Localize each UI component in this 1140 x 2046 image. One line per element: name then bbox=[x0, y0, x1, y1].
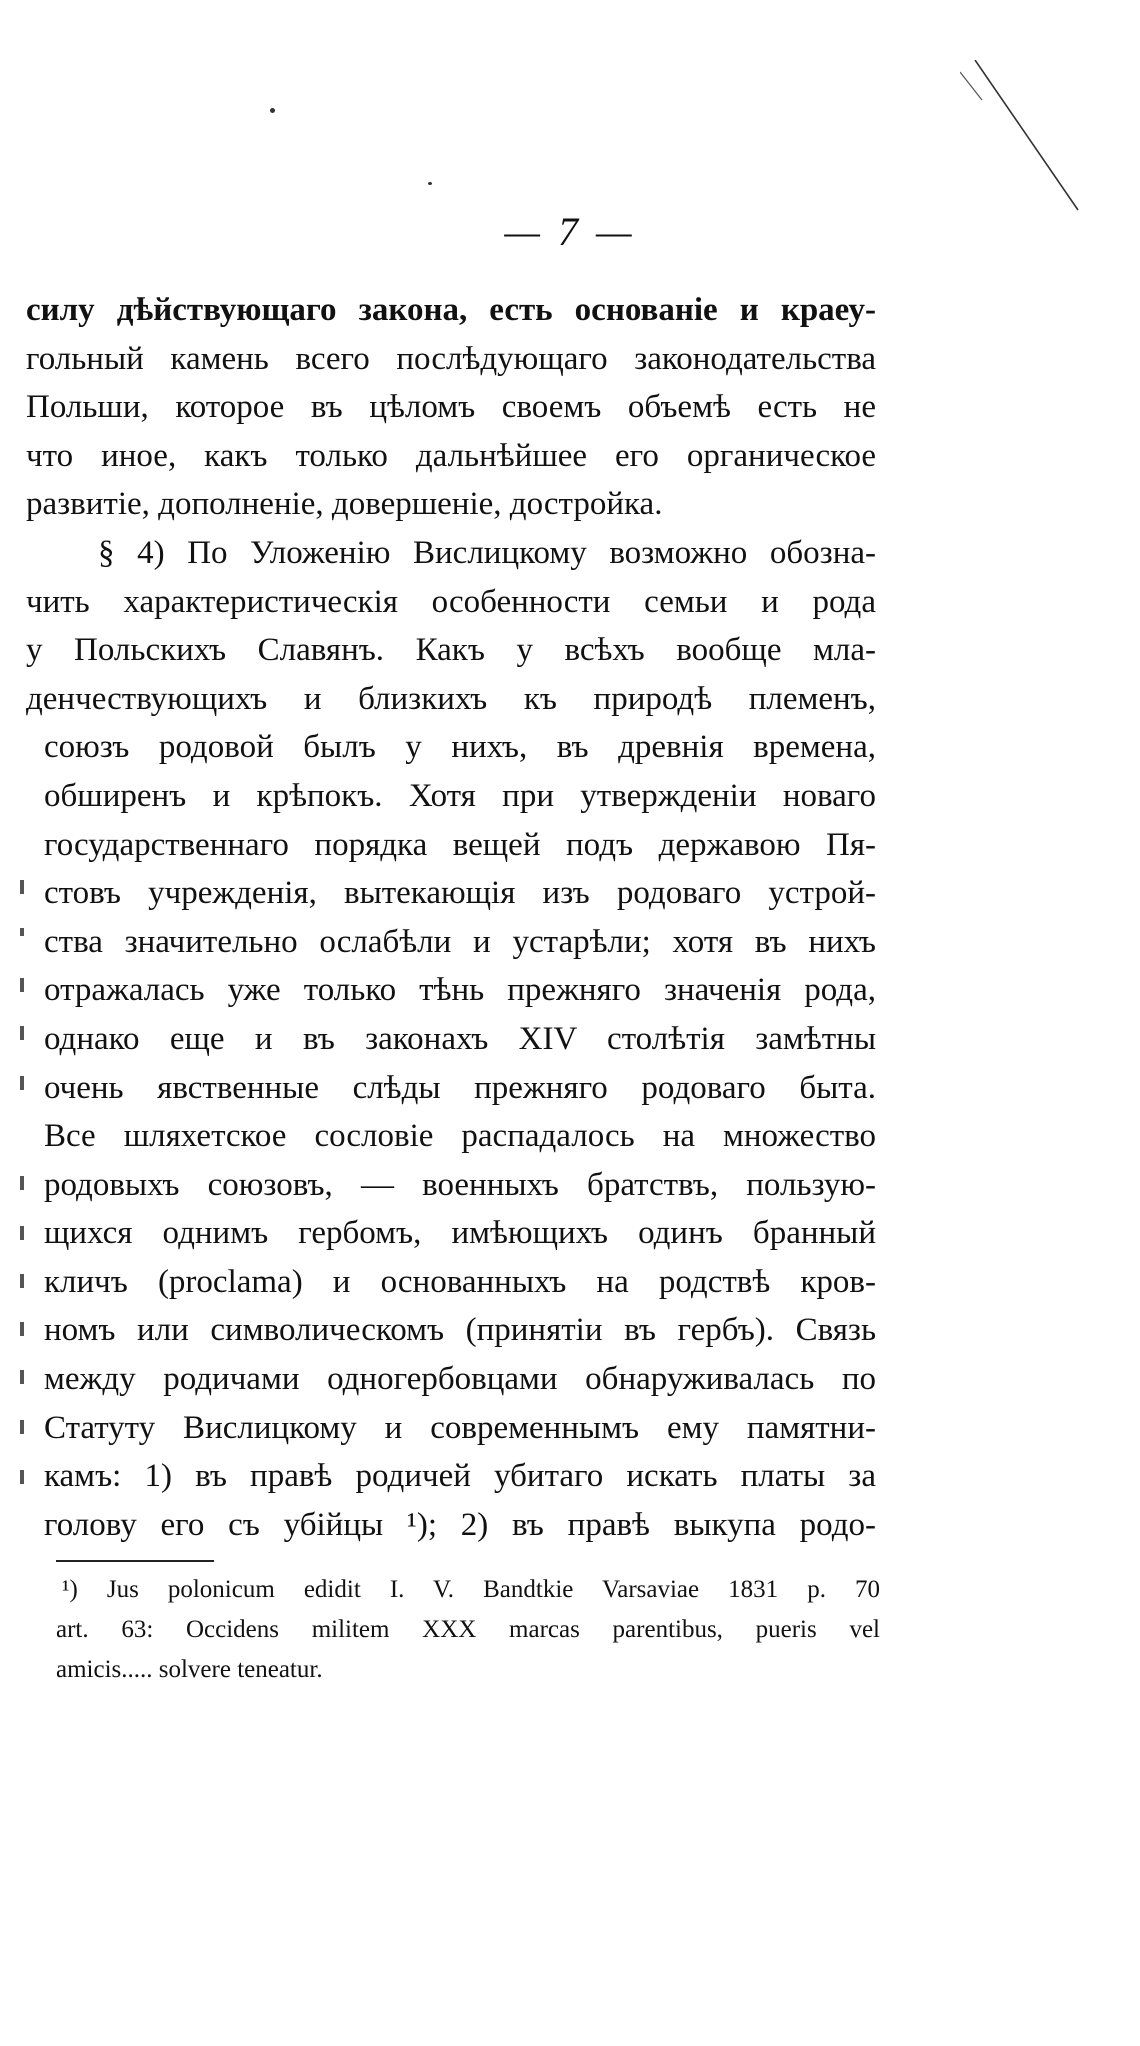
footnote-rule bbox=[56, 1560, 214, 1562]
text-line: ства значительно ослабѣли и устарѣли; хотя въ нихъ bbox=[44, 923, 876, 960]
margin-marks bbox=[20, 880, 32, 1520]
margin-tick-mark bbox=[20, 1470, 24, 1484]
text-line: чить характеристическія особенности семьи и рода bbox=[26, 583, 876, 620]
margin-tick-mark bbox=[20, 1226, 24, 1240]
text-line: отражалась уже только тѣнь прежняго значенія рода, bbox=[44, 972, 876, 1009]
text-line: Польши, которое въ цѣломъ своемъ объемѣ есть не bbox=[26, 389, 876, 426]
text-line: очень явственные слѣды прежняго родоваго быта. bbox=[44, 1069, 876, 1106]
footnote-line: ¹) Jus polonicum edidit I. V. Bandtkie Varsaviae 1831 p. 70 bbox=[62, 1576, 880, 1603]
text-line: стовъ учрежденія, вытекающія изъ родоваго устрой- bbox=[44, 875, 876, 912]
text-line: государственнаго порядка вещей подъ державою Пя- bbox=[44, 826, 876, 863]
margin-tick-mark bbox=[20, 1026, 24, 1040]
body-text bbox=[26, 286, 876, 1549]
text-line: развитіе, дополненіе, довершеніе, достройка. bbox=[26, 486, 663, 523]
margin-tick-mark bbox=[20, 880, 24, 894]
text-line: у Польскихъ Славянъ. Какъ у всѣхъ вообще мла- bbox=[26, 632, 876, 669]
text-line: Статуту Вислицкому и современнымъ ему памятни- bbox=[44, 1409, 876, 1446]
text-line: союзъ родовой былъ у нихъ, въ древнія времена, bbox=[44, 729, 876, 766]
margin-tick-mark bbox=[20, 1274, 24, 1288]
text-line: щихся однимъ гербомъ, имѣющихъ одинъ бранный bbox=[44, 1215, 876, 1252]
margin-tick-mark bbox=[20, 1370, 24, 1384]
section-heading-line: § 4) По Уложенію Вислицкому возможно обозна- bbox=[98, 534, 876, 571]
footnotes bbox=[56, 1570, 880, 1690]
speck-mark bbox=[270, 108, 275, 113]
text-line: Все шляхетское сословіе распадалось на множество bbox=[44, 1118, 876, 1155]
text-line: денчествующихъ и близкихъ къ природѣ племенъ, bbox=[26, 680, 876, 717]
margin-tick-mark bbox=[20, 1322, 24, 1336]
margin-tick-mark bbox=[20, 1076, 24, 1090]
margin-tick-mark bbox=[20, 1420, 24, 1434]
text-line: голову его съ убійцы ¹); 2) въ правѣ выкупа родо- bbox=[44, 1506, 876, 1543]
text-line: обширенъ и крѣпокъ. Хотя при утвержденіи новаго bbox=[44, 777, 876, 814]
text-line: между родичами одногербовцами обнаруживалась по bbox=[44, 1361, 876, 1398]
footnote-line: art. 63: Occidens militem XXX marcas parentibus, pueris vel bbox=[56, 1616, 880, 1643]
footnote-line: amicis..... solvere teneatur. bbox=[56, 1656, 323, 1683]
margin-tick-mark bbox=[20, 1176, 24, 1190]
text-line: кличъ (proclama) и основанныхъ на родствѣ кров- bbox=[44, 1263, 876, 1300]
text-line: родовыхъ союзовъ, — военныхъ братствъ, пользую- bbox=[44, 1166, 876, 1203]
margin-tick-mark bbox=[20, 928, 24, 936]
text-line: что иное, какъ только дальнѣйшее его органическое bbox=[26, 437, 876, 474]
text-line: силу дѣйствующаго закона, есть основаніе и краеу- bbox=[26, 292, 876, 328]
corner-scratch-mark bbox=[960, 60, 1090, 220]
text-line: гольный камень всего послѣдующаго законодательства bbox=[26, 340, 876, 377]
page-number: — 7 — bbox=[504, 209, 636, 254]
text-line: номъ или символическомъ (принятіи въ гербъ). Связь bbox=[44, 1312, 876, 1349]
text-line: однако еще и въ законахъ XIV столѣтія замѣтны bbox=[44, 1020, 876, 1057]
margin-tick-mark bbox=[20, 978, 24, 992]
text-line: камъ: 1) въ правѣ родичей убитаго искать платы за bbox=[44, 1458, 876, 1495]
speck-mark bbox=[428, 182, 432, 185]
